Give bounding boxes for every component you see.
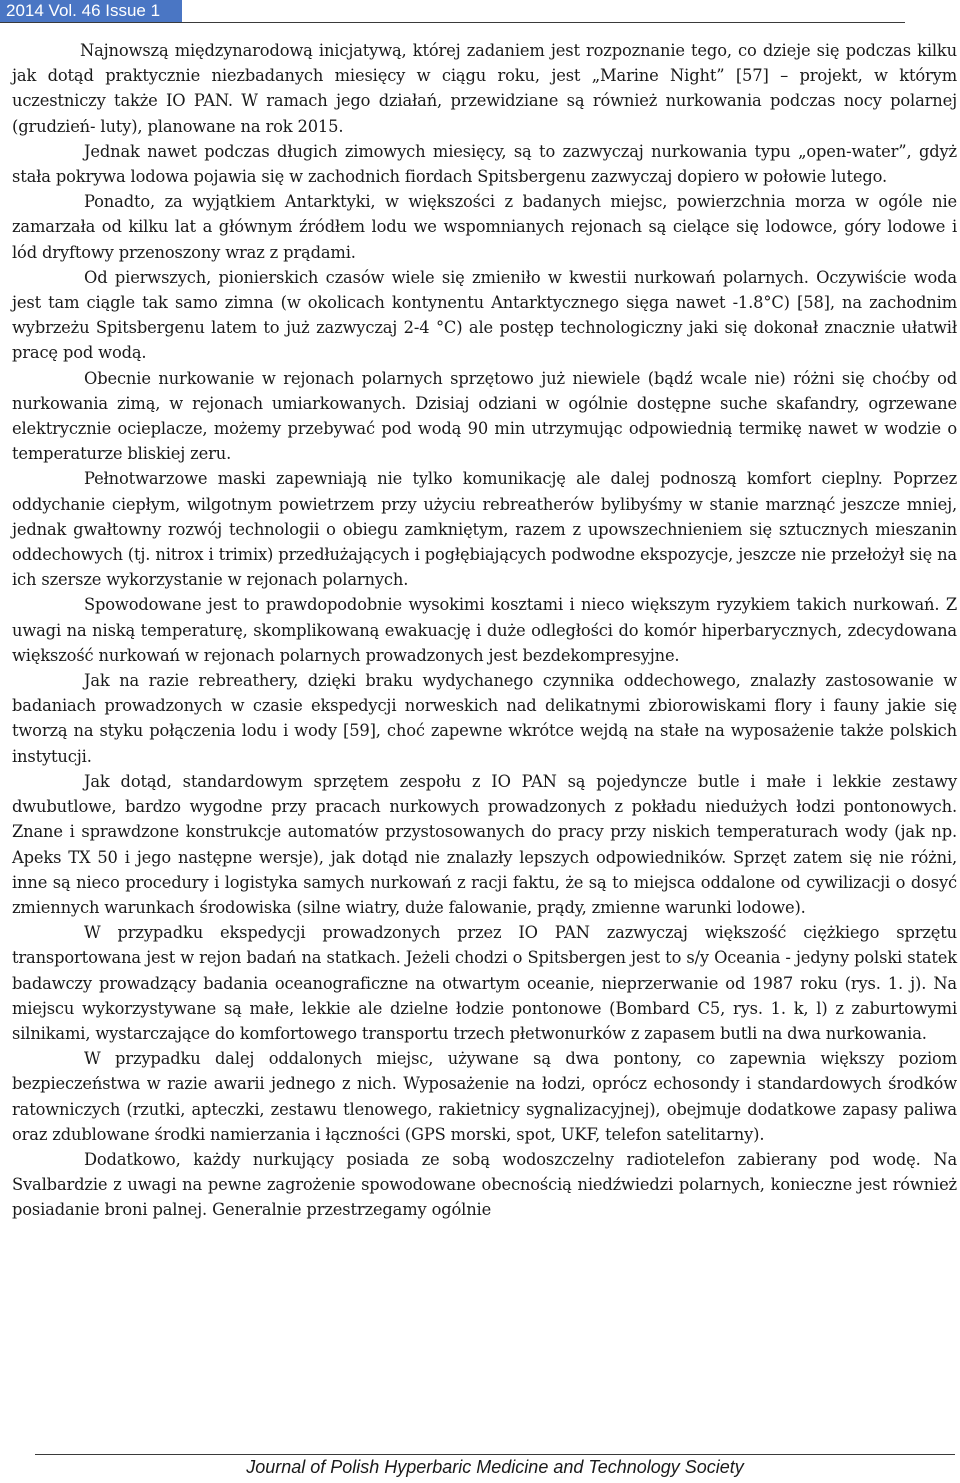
paragraph-standard-equipment: Jak dotąd, standardowym sprzętem zespołu z IO PAN są pojedyncze butle i małe i lekkie zestawy dwubutlowe, bardzo wygodne przy pracach nurkowych prowadzonych z pokładu niedużych łodzi pontonowych. Znane i sprawdzone konstrukcje automatów przystosowanych do pracy przy niskich temperaturach wody (jak np. Apeks TX 50 i jego następne wersje), jak dotąd nie znalazły lepszych odpowiedników. Sprzęt zatem się nie różni, inne są nieco procedury i logistyka samych nurkowań z racji faktu, że są to miejsca oddalone od cywilizacji o dosyć zmiennych warunkach środowiska (silne wiatry, duże falowanie, prądy, zmienne warunki lodowe). [12,771,957,917]
paragraph-modern-gear: Obecnie nurkowanie w rejonach polarnych sprzętowo już niewiele (bądź wcale nie) różni się choćby od nurkowania zimą, w rejonach umiarkowanych. Dzisiaj odziani w ogólnie dostępne suche skafandry, ogrzewane elektrycznie ocieplacze, możemy przebywać pod wodą 90 min utrzymując odpowiednią termikę nawet w wodzie o temperaturze bliskiej zeru. [12,368,957,464]
article-body [12,38,957,1223]
paragraph-two-pontoons: W przypadku dalej oddalonych miejsc, używane są dwa pontony, co zapewnia większy poziom bezpieczeństwa w razie awarii jednego z nich. Wyposażenie na łodzi, oprócz echosondy i standardowych środków ratowniczych (rzutki, apteczki, zestawu tlenowego, rakietnicy sygnalizacyjnej), obejmuje dodatkowe zapasy paliwa oraz zdublowane środki namierzania i łączności (GPS morski, spot, UKF, telefon satelitarny). [12,1049,957,1144]
paragraph-marine-night: Najnowszą międzynarodową inicjatywą, której zadaniem jest rozpoznanie tego, co dzieje się podczas kilku jak dotąd praktycznie niezbadanych miesięcy w ciągu roku, jest „Marine Night” [57] – projekt, w którym uczestniczy także IO PAN. W ramach jego działań, przewidziane są również nurkowania podczas nocy polarnej (grudzień- luty), planowane na rok 2015. [12,41,957,136]
paragraph-costs-risk: Spowodowane jest to prawdopodobnie wysokimi kosztami i nieco większym ryzykiem takich nurkowań. Z uwagi na niską temperaturę, skomplikowaną ewakuację i duże odległości do komór hiperbarycznych, zdecydowana większość nurkowań w rejonach polarnych prowadzonych jest bezdekompresyjne. [12,595,957,665]
paragraph-full-face-masks: Pełnotwarzowe maski zapewniają nie tylko komunikację ale dalej podnoszą komfort cieplny. Poprzez oddychanie ciepłym, wilgotnym powietrzem przy użyciu rebreatherów bylibyśmy w stanie marznąć jeszcze mniej, jednak gwałtowny rozwój technologii o obiegu zamkniętym, razem z upowszechnieniem się sztucznych mieszanin oddechowych (tj. nitrox i trimix) przedłużających i pogłębiających podwodne ekspozycje, jeszcze nie przełożył się na ich szersze wykorzystanie w rejonach polarnych. [12,469,957,590]
paragraph-sea-ice: Ponadto, za wyjątkiem Antarktyki, w większości z badanych miejsc, powierzchnia morza w ogóle nie zamarzała od kilku lat a głównym źródłem lodu we wspomnianych rejonach są cielące się lodowce, góry lodowe i lód dryftowy przenoszony wraz z prądami. [12,192,957,262]
paragraph-radio-firearms: Dodatkowo, każdy nurkujący posiada ze sobą wodoszczelny radiotelefon zabierany pod wodę. Na Svalbardzie z uwagi na pewne zagrożenie spowodowane obecnością niedźwiedzi polarnych, konieczne jest również posiadanie broni palnej. Generalnie przestrzegamy ogólnie [12,1149,957,1220]
issue-label: 2014 Vol. 46 Issue 1 [0,0,182,22]
page-header [0,0,905,23]
paragraph-winter-dives: Jednak nawet podczas długich zimowych miesięcy, są to zazwyczaj nurkowania typu „open-water”, gdyż stała pokrywa lodowa pojawia się w zachodnich fiordach Spitsbergenu zazwyczaj dopiero w połowie lutego. [12,141,957,187]
journal-name: Journal of Polish Hyperbaric Medicine and Technology Society [246,1457,744,1477]
paragraph-expeditions: W przypadku ekspedycji prowadzonych przez IO PAN zazwyczaj większość ciężkiego sprzętu transportowana jest w rejon badań na statkach. Jeżeli chodzi o Spitsbergen jest to s/y Oceania - jedyny polski statek badawczy prowadzący badania oceanograficzne na otwartym oceanie, nieprzerwanie od 1987 roku (rys. 1. j). Na miejscu wykorzystywane są małe, lekkie ale dzielne łodzie pontonowe (Bombard C5, rys. 1. k, l) z zaburtowymi silnikami, wystarczające do komfortowego transportu trzech płetwonurków z zapasem butli na dwa nurkowania. [12,923,957,1043]
paragraph-rebreathers: Jak na razie rebreathery, dzięki braku wydychanego czynnika oddechowego, znalazły zastosowanie w badaniach prowadzonych w czasie ekspedycji norweskich nad delikatnymi zbiorowiskami flory i fauny jakie się tworzą na styku połączenia lodu i wody [59], choć zapewne wkrótce wejdą na stałe na wyposażenie także polskich instytucji. [12,671,957,766]
page-footer [35,1454,955,1479]
paragraph-pioneer-times: Od pierwszych, pionierskich czasów wiele się zmieniło w kwestii nurkowań polarnych. Oczywiście woda jest tam ciągle tak samo zimna (w okolicach kontynentu Antarktycznego sięga nawet -1.8°C) [58], na zachodnim wybrzeżu Spitsbergenu latem to już zazwyczaj 2-4 °C) ale postęp technologiczny jaki się dokonał znacznie ułatwił pracę pod wodą. [12,267,957,363]
